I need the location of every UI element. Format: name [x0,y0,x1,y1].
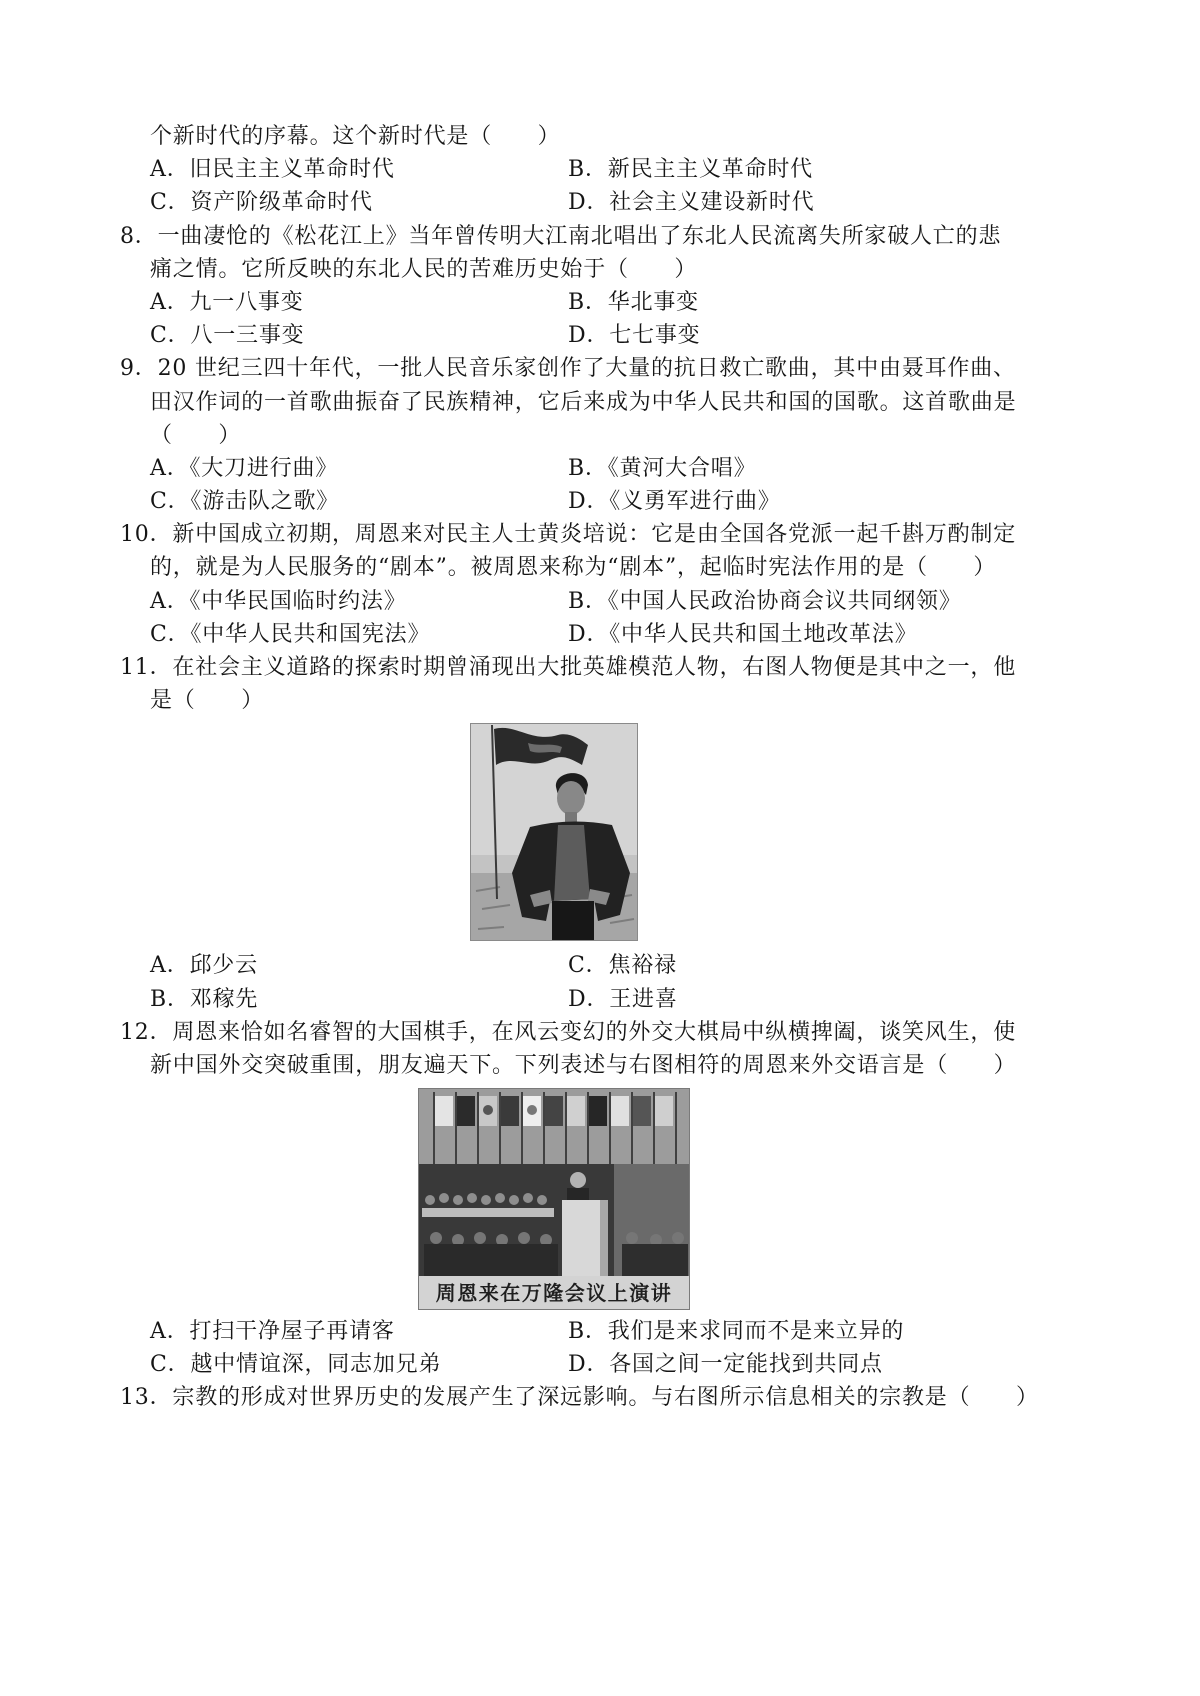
flag [545,1096,563,1126]
question-11-option-c [568,949,986,982]
question-8-options-row-1 [120,286,1160,319]
person-trousers [552,901,594,941]
option-text: 越中情谊深，同志加兄弟 [190,1351,442,1377]
option-label: C． [568,953,609,979]
question-number: 12． [120,1019,173,1045]
delegate-head [495,1193,505,1203]
question-7-stem-line: 个新时代的序幕。这个新时代是（ ） [150,124,561,149]
question-8-stem-line-1 [120,220,1160,253]
question-11-option-d [568,983,986,1016]
question-8-option-a [150,286,568,319]
question-7-option-a [150,153,568,186]
question-10-option-c [150,618,568,651]
flag-emblem [527,1105,537,1115]
question-stem-text: 宗教的形成对世界历史的发展产生了深远影响。与右图所示信息相关的宗教是（ ） [172,1385,1039,1411]
delegate-head [467,1193,477,1203]
question-10-stem-line-2: 的，就是为人民服务的“剧本”。被周恩来称为“剧本”，起临时宪法作用的是（ ） [150,555,997,581]
option-text: 华北事变 [607,289,699,315]
question-8-stem-line-2: 痛之情。它所反映的东北人民的苦难历史始于（ ） [150,256,698,282]
question-9-options-row-2 [120,485,1160,518]
option-label: A． [150,289,190,315]
question-7-option-d [568,186,986,219]
option-label: C． [150,489,191,515]
option-text: 各国之间一定能找到共同点 [609,1351,883,1377]
question-7-option-c [150,186,568,219]
option-text: 焦裕禄 [608,953,677,979]
option-label: C． [150,621,191,647]
question-12-stem-line-1 [120,1016,1160,1049]
option-text: 社会主义建设新时代 [609,190,815,216]
question-9-options-row-1 [120,452,1160,485]
question-10-option-b [568,585,986,618]
option-label: B． [568,1318,608,1344]
question-stem-text: 一曲凄怆的《松花江上》当年曾传明大江南北唱出了东北人民流离失所家破人亡的悲 [157,223,1002,249]
option-label: A． [150,588,190,614]
question-11-option-a [150,949,568,982]
question-9-option-c [150,485,568,518]
option-text: 旧民主主义革命时代 [189,157,395,183]
option-text: 《黄河大合唱》 [607,455,757,481]
question-8-options-row-2 [120,319,1160,352]
question-9-stem-line-1 [120,352,1160,385]
delegate-head [523,1193,533,1203]
option-label: B． [568,588,608,614]
bandung-conference-photo [418,1088,690,1310]
option-label: C． [150,190,191,216]
option-text: 打扫干净屋子再请客 [189,1318,395,1344]
person-face [557,781,585,815]
flag [655,1096,673,1126]
option-text: 《中华人民共和国土地改革法》 [609,621,918,647]
audience-bodies-right [622,1244,688,1276]
question-10-option-a [150,585,568,618]
option-label: B． [568,455,608,481]
exam-content [120,120,1160,1414]
figure-caption: 周恩来在万隆会议上演讲 [435,1280,673,1305]
question-12-option-d [568,1348,986,1381]
option-label: A． [150,953,190,979]
delegate-head [537,1195,547,1205]
option-text: 《中华民国临时约法》 [189,588,407,614]
delegate-head [439,1193,449,1203]
delegate-head [425,1195,435,1205]
option-label: A． [150,1318,190,1344]
question-10-stem-line-1 [120,518,1160,551]
question-11-options-row-2 [120,983,1160,1016]
podium-shadow [600,1200,608,1276]
question-9-option-b [568,452,986,485]
option-label: B． [568,157,608,183]
person-shirt [554,825,590,901]
question-number: 13． [120,1385,173,1411]
option-label: D． [568,621,610,647]
question-12-figure [418,1088,690,1310]
question-7-option-b [568,153,986,186]
question-8-option-c [150,319,568,352]
question-number: 9． [120,356,158,382]
option-text: 邱少云 [189,953,258,979]
question-12-stem-line-2: 新中国外交突破重围，朋友遍天下。下列表述与右图相符的周恩来外交语言是（ ） [150,1052,1017,1078]
question-11-options-row-1 [120,949,1160,982]
question-12-option-b [568,1315,986,1348]
flag [501,1096,519,1126]
option-label: A． [150,157,190,183]
question-12-options-row-1 [120,1315,1160,1348]
question-10-option-d [568,618,986,651]
delegate-head [430,1232,442,1244]
option-label: C． [150,1351,191,1377]
flag [589,1096,607,1126]
option-label: D． [568,489,610,515]
question-13-stem-line-1 [120,1381,1160,1414]
question-stem-text: 新中国成立初期，周恩来对民主人士黄炎培说：它是由全国各党派一起千斟万酌制定 [172,522,1017,548]
option-text: 《中国人民政治协商会议共同纲领》 [607,588,962,614]
option-label: D． [568,323,610,349]
question-stem-text: 周恩来恰如名睿智的大国棋手，在风云变幻的外交大棋局中纵横捭阖，谈笑风生，使 [172,1019,1017,1045]
option-text: 七七事变 [609,323,701,349]
option-text: 邓稼先 [189,986,259,1012]
option-text: 《中华人民共和国宪法》 [190,621,431,647]
flag [567,1096,585,1126]
option-text: 《游击队之歌》 [190,489,340,515]
question-number: 8． [120,223,158,249]
delegate-head [626,1232,638,1244]
option-text: 《大刀进行曲》 [189,455,339,481]
flag [611,1096,629,1126]
delegate-table [422,1208,554,1217]
option-text: 八一三事变 [190,323,305,349]
delegate-head [509,1195,519,1205]
option-text: 《义勇军进行曲》 [609,489,781,515]
delegate-head [453,1195,463,1205]
question-8-option-d [568,319,986,352]
question-12-option-a [150,1315,568,1348]
question-7-options-row-2 [120,186,1160,219]
option-label: D． [568,190,610,216]
question-number: 11． [120,655,173,680]
question-10-options-row-2 [120,618,1160,651]
delegate-head [518,1232,530,1244]
question-7-options-row-1 [120,153,1160,186]
option-label: A． [150,455,190,481]
question-10-options-row-1 [120,585,1160,618]
option-text: 资产阶级革命时代 [190,190,373,216]
speaker-head [570,1172,586,1188]
question-9-option-a [150,452,568,485]
flag [435,1096,453,1126]
delegate-head [672,1232,684,1244]
option-label: B． [150,986,190,1012]
question-9-stem-line-3: （ ） [150,422,242,448]
audience-bodies [424,1244,558,1276]
question-stem-text: 在社会主义道路的探索时期曾涌现出大批英雄模范人物，右图人物便是其中之一，他 [172,655,1017,680]
question-number: 10． [120,522,173,548]
question-12-option-c [150,1348,568,1381]
option-label: B． [568,289,608,315]
question-9-option-d [568,485,986,518]
option-text: 王进喜 [609,986,678,1012]
question-stem-text: 20 世纪三四十年代，一批人民音乐家创作了大量的抗日救亡歌曲，其中由聂耳作曲、 [157,356,1016,382]
question-11-stem-line-1 [120,651,1160,684]
option-label: D． [568,986,610,1012]
flag-emblem [483,1105,493,1115]
delegate-head [481,1195,491,1205]
option-text: 新民主主义革命时代 [607,157,813,183]
model-worker-photo [470,723,638,941]
question-8-option-b [568,286,986,319]
question-11-option-b [150,983,568,1016]
flag [457,1096,475,1126]
national-flags [435,1096,673,1126]
flag [633,1096,651,1126]
option-label: C． [150,323,191,349]
question-11-stem-line-2: 是（ ） [150,688,265,714]
option-text: 九一八事变 [189,289,304,315]
question-12-options-row-2 [120,1348,1160,1381]
delegate-head [474,1232,486,1244]
question-11-figure [470,723,638,941]
question-9-stem-line-2: 田汉作词的一首歌曲振奋了民族精神，它后来成为中华人民共和国的国歌。这首歌曲是 [150,389,1017,415]
option-text: 我们是来求同而不是来立异的 [607,1318,905,1344]
option-label: D． [568,1351,610,1377]
